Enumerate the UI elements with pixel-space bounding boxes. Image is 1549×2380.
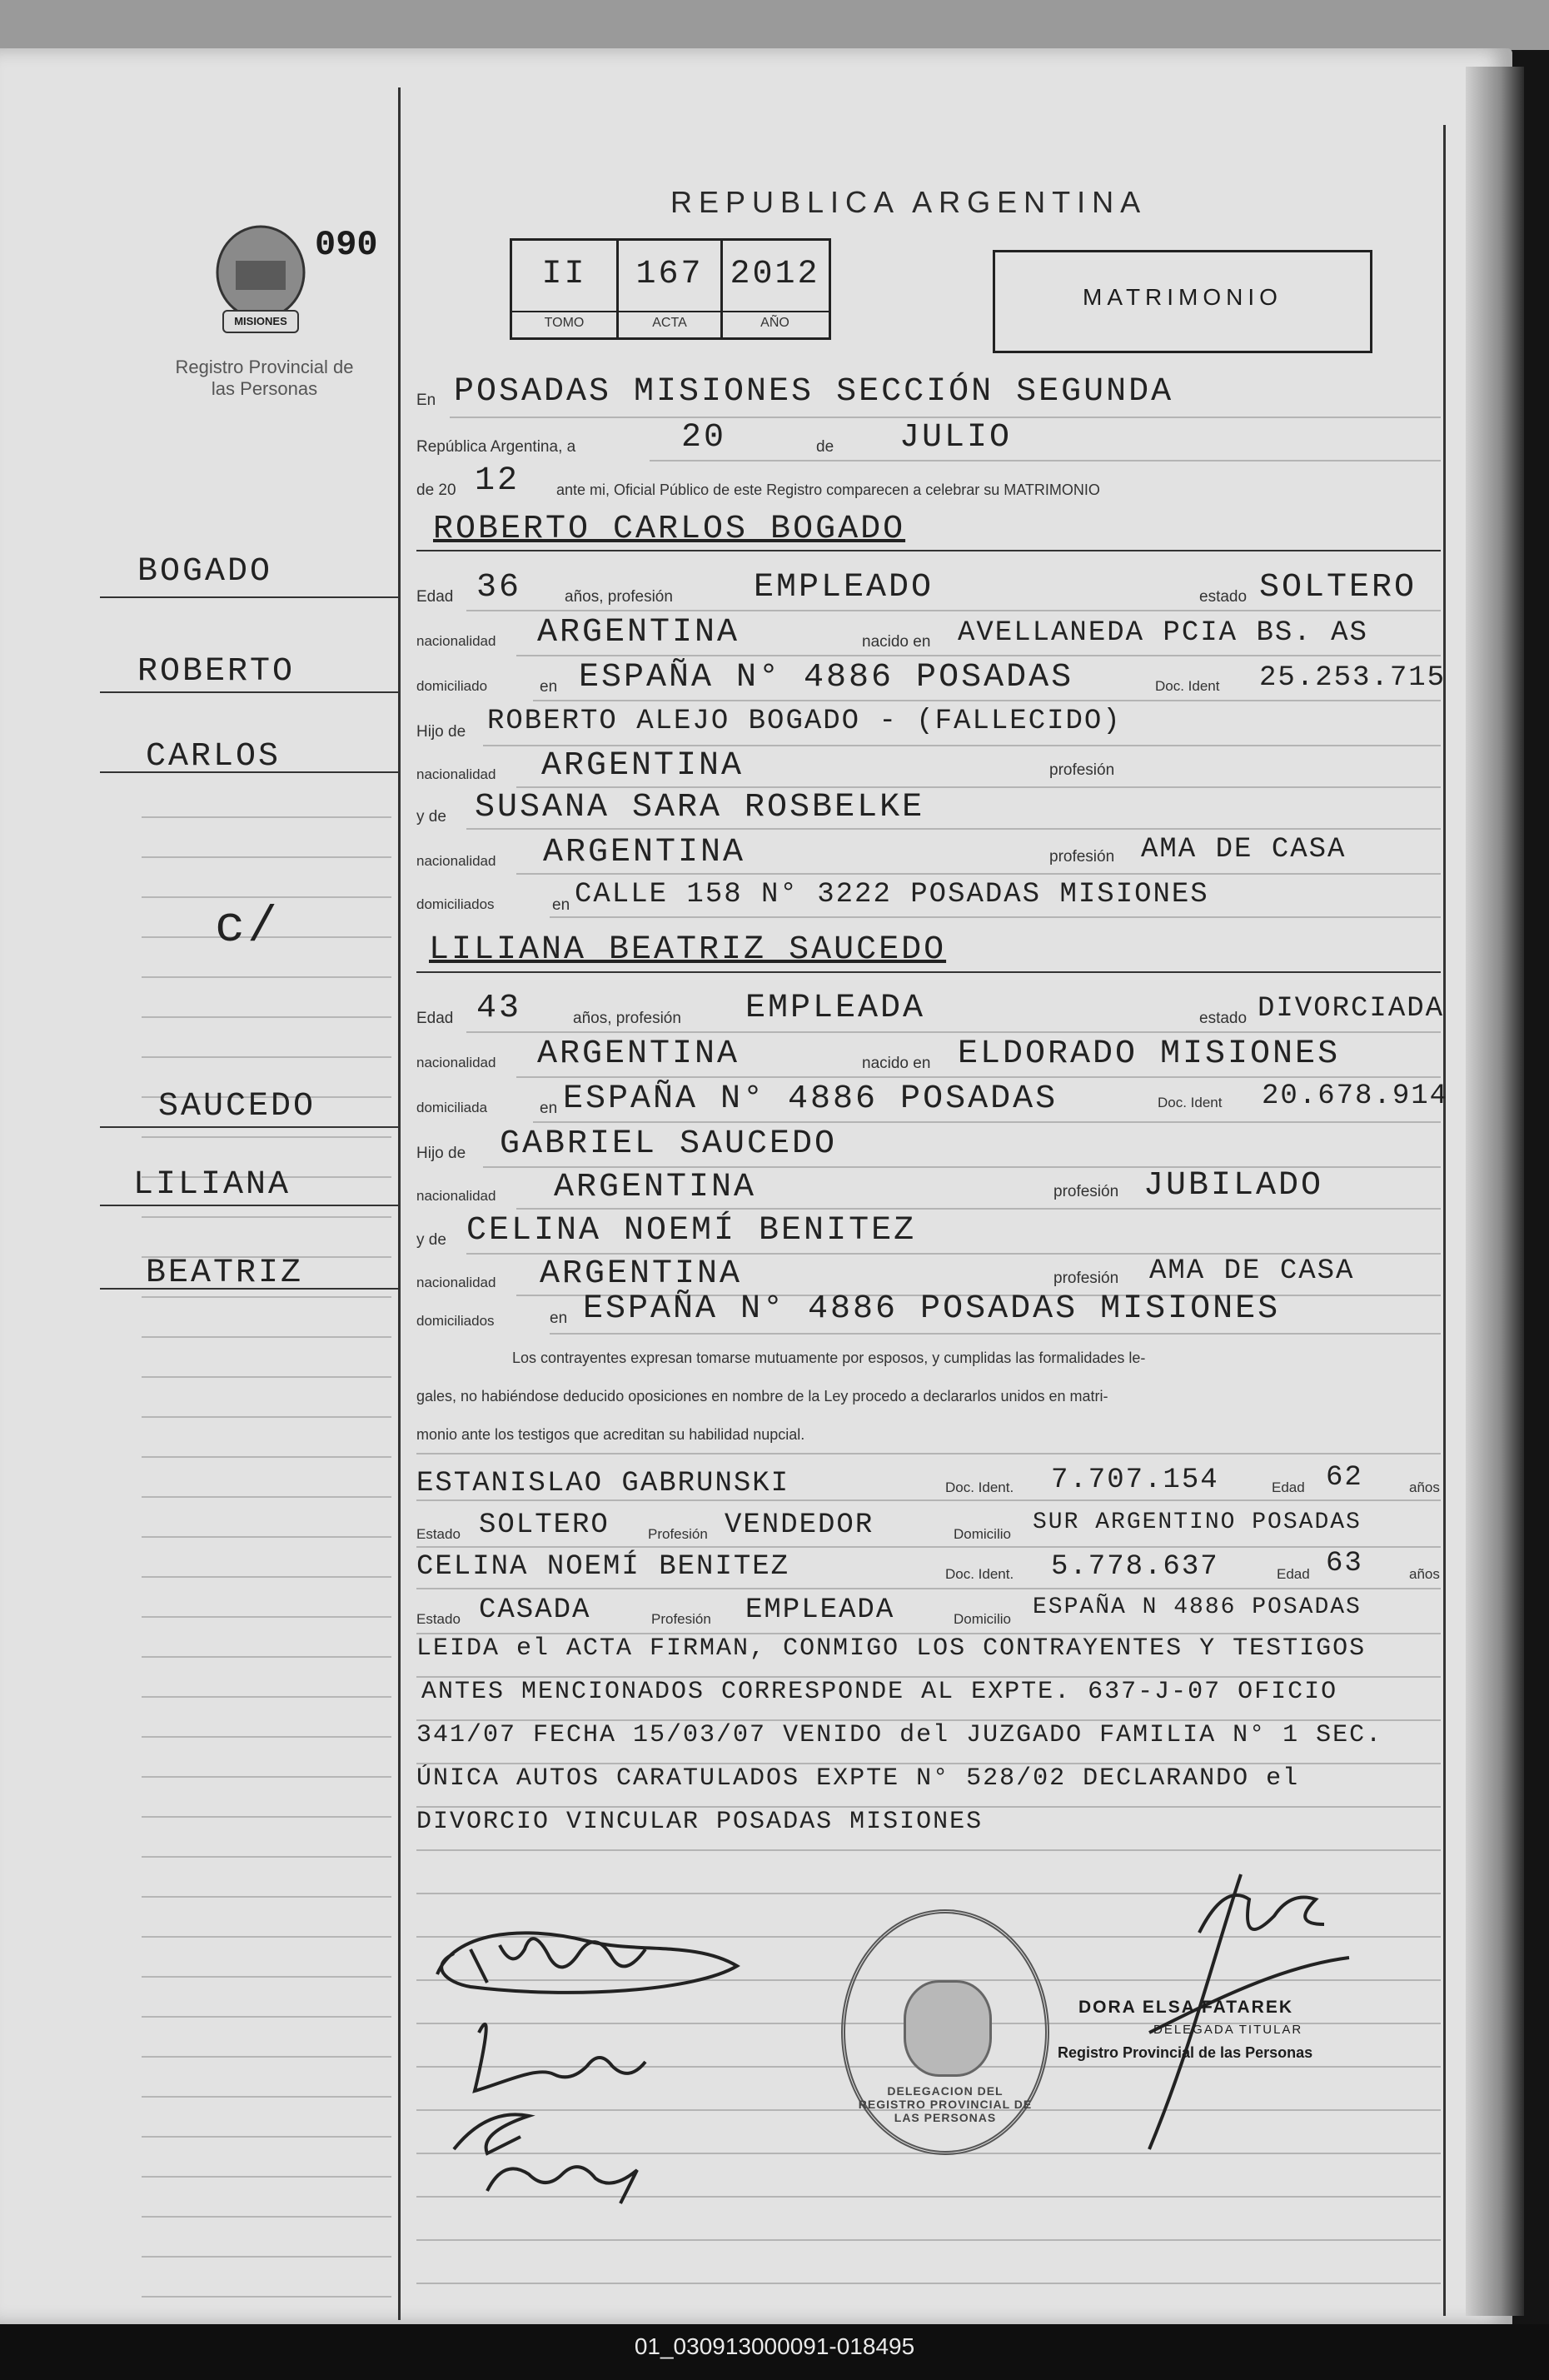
bride-father-nat-label: nacionalidad bbox=[416, 1188, 496, 1204]
margin-rule bbox=[142, 1856, 391, 1858]
witness-1-address: SUR ARGENTINO POSADAS bbox=[1033, 1509, 1362, 1535]
statement-line-1: Los contrayentes expresan tomarse mutuamente por esposos, y cumplidas las formalidades le- bbox=[512, 1350, 1146, 1366]
groom-mother-nat-label: nacionalidad bbox=[416, 853, 496, 869]
rule bbox=[416, 1588, 1441, 1589]
groom-parents-dom-label: domiciliados bbox=[416, 896, 495, 912]
rule bbox=[516, 1208, 1441, 1210]
bride-nationality: ARGENTINA bbox=[537, 1035, 740, 1073]
margin-rule bbox=[142, 2136, 391, 2138]
bride-en-label: en bbox=[540, 1100, 558, 1117]
groom-mother-prof-label: profesión bbox=[1049, 848, 1115, 866]
rule bbox=[416, 1763, 1441, 1764]
statement-line-2: gales, no habiéndose deducido oposiciones en nombre de la Ley procedo a declararlos unidos en matri- bbox=[416, 1388, 1108, 1405]
note-line-1: LEIDA el ACTA FIRMAN, CONMIGO LOS CONTRAYENTES Y TESTIGOS bbox=[416, 1634, 1367, 1663]
rule bbox=[416, 1546, 1441, 1548]
rule bbox=[516, 1076, 1441, 1078]
bride-dom-label: domiciliada bbox=[416, 1100, 488, 1115]
bride-mother-nat-label: nacionalidad bbox=[416, 1275, 496, 1290]
margin-rule bbox=[142, 1416, 391, 1418]
bride-parents-en-label: en bbox=[550, 1310, 568, 1327]
rule bbox=[550, 916, 1441, 918]
rule bbox=[650, 460, 1441, 462]
groom-doc: 25.253.715 bbox=[1259, 662, 1447, 694]
witness-1-edad-label: Edad bbox=[1272, 1479, 1305, 1495]
note-line-5: DIVORCIO VINCULAR POSADAS MISIONES bbox=[416, 1808, 984, 1836]
rule bbox=[416, 2239, 1441, 2241]
anio-label: AÑO bbox=[760, 316, 789, 330]
rule bbox=[416, 1806, 1441, 1808]
groom-age: 36 bbox=[476, 569, 522, 606]
witness-2-estado: CASADA bbox=[479, 1594, 591, 1626]
acta-value: 167 bbox=[635, 256, 704, 293]
margin-rule bbox=[100, 1205, 400, 1206]
margin-rule bbox=[142, 896, 391, 898]
anio-value: 2012 bbox=[730, 256, 820, 293]
margin-divider bbox=[398, 87, 401, 2320]
right-border bbox=[1443, 125, 1446, 2316]
groom-estado: SOLTERO bbox=[1259, 569, 1417, 606]
rule bbox=[416, 1499, 1441, 1501]
bride-mother-prof-label: profesión bbox=[1053, 1270, 1119, 1287]
bride-birthplace: ELDORADO MISIONES bbox=[958, 1035, 1341, 1073]
groom-birthplace: AVELLANEDA PCIA BS. AS bbox=[958, 617, 1368, 649]
bride-age: 43 bbox=[476, 990, 522, 1027]
margin-rule bbox=[142, 1216, 391, 1218]
tomo-label: TOMO bbox=[544, 316, 585, 330]
folio-number: 090 bbox=[315, 225, 378, 265]
witness-1-doc-label: Doc. Ident. bbox=[945, 1479, 1014, 1495]
groom-address: ESPAÑA N° 4886 POSADAS bbox=[579, 659, 1074, 696]
en-label: En bbox=[416, 392, 436, 409]
rule bbox=[416, 1453, 1441, 1454]
page-edge bbox=[1466, 67, 1524, 2316]
rule bbox=[466, 828, 1441, 830]
margin-rule bbox=[142, 1576, 391, 1578]
groom-father-nat: ARGENTINA bbox=[541, 747, 745, 785]
margin-rule bbox=[142, 816, 391, 818]
bride-name: LILIANA BEATRIZ SAUCEDO bbox=[429, 931, 947, 969]
note-line-3: 341/07 FECHA 15/03/07 VENIDO del JUZGADO FAMILIA N° 1 SEC. bbox=[416, 1721, 1383, 1749]
official-name: DORA ELSA FATAREK bbox=[1078, 1998, 1293, 2017]
act-type: MATRIMONIO bbox=[1083, 284, 1283, 310]
groom-nac-label: nacionalidad bbox=[416, 633, 496, 649]
rule bbox=[516, 873, 1441, 875]
margin-rule bbox=[142, 2016, 391, 2018]
witness-2-dom-label: Domicilio bbox=[954, 1611, 1011, 1627]
seal-text: DELEGACION DEL REGISTRO PROVINCIAL DE LAS PERSONAS bbox=[858, 2084, 1033, 2124]
province-emblem bbox=[207, 221, 315, 342]
groom-nationality: ARGENTINA bbox=[537, 614, 740, 651]
witness-1-anos-label: años bbox=[1409, 1479, 1440, 1495]
statement-line-3: monio ante los testigos que acreditan su habilidad nupcial. bbox=[416, 1426, 805, 1443]
rule bbox=[550, 1333, 1441, 1335]
city-section: POSADAS MISIONES SECCIÓN SEGUNDA bbox=[454, 373, 1174, 411]
margin-rule bbox=[142, 1056, 391, 1058]
margin-rule bbox=[142, 1936, 391, 1938]
margin-rule bbox=[142, 1136, 391, 1138]
party-signatures bbox=[421, 1908, 754, 2224]
witness-2-prof-label: Profesión bbox=[651, 1611, 711, 1627]
groom-father-label: Hijo de bbox=[416, 723, 466, 741]
groom-name: ROBERTO CARLOS BOGADO bbox=[433, 511, 906, 548]
act-type-box bbox=[993, 250, 1372, 353]
bride-father-nat: ARGENTINA bbox=[554, 1169, 757, 1206]
groom-mother-nat: ARGENTINA bbox=[543, 834, 746, 871]
margin-rule bbox=[142, 2296, 391, 2298]
groom-profession: EMPLEADO bbox=[754, 569, 934, 606]
note-line-4: ÚNICA AUTOS CARATULADOS EXPTE N° 528/02 DECLARANDO el bbox=[416, 1764, 1300, 1793]
bride-estado: DIVORCIADA bbox=[1258, 993, 1445, 1025]
official-seal bbox=[841, 1909, 1049, 2155]
margin-rule bbox=[100, 1126, 400, 1128]
margin-rule bbox=[142, 1616, 391, 1618]
margin-rule bbox=[142, 1336, 391, 1338]
bride-father-prof: JUBILADO bbox=[1143, 1167, 1324, 1205]
scan-background bbox=[0, 0, 1549, 50]
month: JULIO bbox=[899, 419, 1013, 457]
margin-rule bbox=[142, 2216, 391, 2218]
bride-profession: EMPLEADA bbox=[745, 990, 926, 1027]
margin-rule bbox=[100, 691, 400, 693]
note-line-2: ANTES MENCIONADOS CORRESPONDE AL EXPTE. 637-J-07 OFICIO bbox=[421, 1678, 1338, 1706]
margin-rule bbox=[142, 2096, 391, 2098]
margin-rule bbox=[142, 1536, 391, 1538]
margin-rule bbox=[142, 2256, 391, 2258]
acta-label: ACTA bbox=[652, 316, 687, 330]
rule bbox=[416, 550, 1441, 551]
emblem-text: MISIONES bbox=[234, 315, 287, 327]
witness-2-doc: 5.778.637 bbox=[1051, 1551, 1219, 1583]
witness-2-anos-label: años bbox=[1409, 1566, 1440, 1582]
bride-estado-label: estado bbox=[1199, 1010, 1248, 1027]
margin-bride-name-2: BEATRIZ bbox=[146, 1255, 304, 1292]
witness-2-name: CELINA NOEMÍ BENITEZ bbox=[416, 1551, 790, 1583]
bride-mother-label: y de bbox=[416, 1231, 446, 1249]
groom-mother-prof: AMA DE CASA bbox=[1141, 834, 1347, 866]
margin-groom-surname: BOGADO bbox=[137, 553, 273, 591]
margin-rule bbox=[142, 1376, 391, 1378]
rule bbox=[466, 1253, 1441, 1255]
witness-2-doc-label: Doc. Ident. bbox=[945, 1566, 1014, 1582]
margin-groom-name-1: ROBERTO bbox=[137, 653, 296, 691]
official-title: DELEGADA TITULAR bbox=[1153, 2023, 1303, 2037]
tomo-value: II bbox=[541, 256, 587, 293]
groom-edad-label: Edad bbox=[416, 588, 454, 606]
margin-rule bbox=[142, 1896, 391, 1898]
witness-1-prof-label: Profesión bbox=[648, 1526, 708, 1542]
groom-father-prof-label: profesión bbox=[1049, 761, 1115, 779]
margin-rule bbox=[142, 2056, 391, 2058]
groom-parents-address: CALLE 158 N° 3222 POSADAS MISIONES bbox=[575, 879, 1209, 911]
witness-1-name: ESTANISLAO GABRUNSKI bbox=[416, 1468, 790, 1499]
intro-text: ante mi, Oficial Público de este Registro comparecen a celebrar su MATRIMONIO bbox=[556, 481, 1100, 498]
day: 20 bbox=[681, 419, 727, 457]
bride-parents-dom-label: domiciliados bbox=[416, 1313, 495, 1329]
witness-2-edad-label: Edad bbox=[1277, 1566, 1310, 1582]
margin-bride-name-1: LILIANA bbox=[133, 1166, 291, 1204]
rule bbox=[533, 1121, 1441, 1123]
groom-parents-en-label: en bbox=[552, 896, 570, 914]
bride-doc-label: Doc. Ident bbox=[1158, 1095, 1223, 1110]
de20-label: de 20 bbox=[416, 481, 456, 499]
rule bbox=[450, 417, 1441, 418]
bride-mother-prof: AMA DE CASA bbox=[1149, 1255, 1355, 1287]
file-id: 01_030913000091-018495 bbox=[0, 2324, 1549, 2380]
bride-mother-nat: ARGENTINA bbox=[540, 1255, 743, 1293]
margin-rule bbox=[142, 1456, 391, 1458]
witness-2-address: ESPAÑA N 4886 POSADAS bbox=[1033, 1594, 1362, 1620]
witness-1-profession: VENDEDOR bbox=[725, 1509, 874, 1541]
rule bbox=[416, 2283, 1441, 2284]
margin-rule bbox=[142, 1736, 391, 1738]
margin-rule bbox=[142, 1016, 391, 1018]
rule bbox=[466, 1031, 1441, 1033]
margin-groom-name-2: CARLOS bbox=[146, 738, 281, 776]
bride-father-prof-label: profesión bbox=[1053, 1183, 1119, 1200]
groom-father-nat-label: nacionalidad bbox=[416, 766, 496, 782]
margin-rule bbox=[100, 596, 400, 598]
margin-conjunction: c/ bbox=[215, 900, 281, 956]
official-office: Registro Provincial de las Personas bbox=[1058, 2044, 1313, 2061]
witness-1-estado: SOLTERO bbox=[479, 1509, 610, 1541]
bride-anos-label: años, profesión bbox=[573, 1010, 681, 1027]
rule bbox=[483, 745, 1441, 746]
bride-address: ESPAÑA N° 4886 POSADAS bbox=[563, 1080, 1058, 1118]
rule bbox=[416, 1676, 1441, 1678]
rule bbox=[416, 1719, 1441, 1721]
groom-mother: SUSANA SARA ROSBELKE bbox=[475, 789, 925, 826]
registry-label: Registro Provincial de las Personas bbox=[175, 357, 354, 399]
margin-rule bbox=[142, 976, 391, 978]
margin-rule bbox=[142, 1776, 391, 1778]
de-label: de bbox=[816, 438, 834, 456]
margin-bride-surname: SAUCEDO bbox=[158, 1088, 316, 1125]
groom-mother-label: y de bbox=[416, 808, 446, 826]
witness-2-profession: EMPLEADA bbox=[745, 1594, 895, 1626]
groom-estado-label: estado bbox=[1199, 588, 1248, 606]
witness-1-doc: 7.707.154 bbox=[1051, 1464, 1219, 1496]
bride-nacido-label: nacido en bbox=[862, 1055, 931, 1072]
bride-nac-label: nacionalidad bbox=[416, 1055, 496, 1070]
year-suffix: 12 bbox=[475, 462, 520, 500]
country-title: REPUBLICA ARGENTINA bbox=[670, 185, 1148, 219]
witness-1-estado-label: Estado bbox=[416, 1526, 461, 1542]
margin-rule bbox=[142, 856, 391, 858]
groom-en-label: en bbox=[540, 678, 558, 696]
margin-rule bbox=[142, 1816, 391, 1818]
margin-rule bbox=[142, 1496, 391, 1498]
witness-2-estado-label: Estado bbox=[416, 1611, 461, 1627]
republica-label: República Argentina, a bbox=[416, 438, 576, 456]
margin-rule bbox=[142, 1656, 391, 1658]
margin-rule bbox=[142, 1296, 391, 1298]
bride-father: GABRIEL SAUCEDO bbox=[500, 1125, 838, 1163]
groom-father: ROBERTO ALEJO BOGADO - (FALLECIDO) bbox=[487, 706, 1122, 737]
groom-dom-label: domiciliado bbox=[416, 678, 488, 694]
groom-doc-label: Doc. Ident bbox=[1155, 678, 1220, 694]
witness-2-age: 63 bbox=[1326, 1548, 1363, 1579]
rule bbox=[516, 655, 1441, 656]
tomo-acta-anio-box bbox=[510, 238, 831, 340]
witness-1-dom-label: Domicilio bbox=[954, 1526, 1011, 1542]
rule bbox=[416, 971, 1441, 973]
groom-anos-label: años, profesión bbox=[565, 588, 673, 606]
rule bbox=[466, 610, 1441, 611]
rule bbox=[516, 786, 1441, 788]
groom-nacido-label: nacido en bbox=[862, 633, 931, 651]
margin-rule bbox=[142, 1976, 391, 1978]
margin-rule bbox=[142, 2176, 391, 2178]
bride-parents-address: ESPAÑA N° 4886 POSADAS MISIONES bbox=[583, 1290, 1281, 1328]
witness-1-age: 62 bbox=[1326, 1462, 1363, 1494]
bride-father-label: Hijo de bbox=[416, 1145, 466, 1162]
bride-mother: CELINA NOEMÍ BENITEZ bbox=[466, 1212, 917, 1250]
bride-doc: 20.678.914 bbox=[1262, 1080, 1449, 1112]
rule bbox=[533, 700, 1441, 701]
bride-edad-label: Edad bbox=[416, 1010, 454, 1027]
rule bbox=[416, 1849, 1441, 1851]
margin-rule bbox=[142, 1696, 391, 1698]
